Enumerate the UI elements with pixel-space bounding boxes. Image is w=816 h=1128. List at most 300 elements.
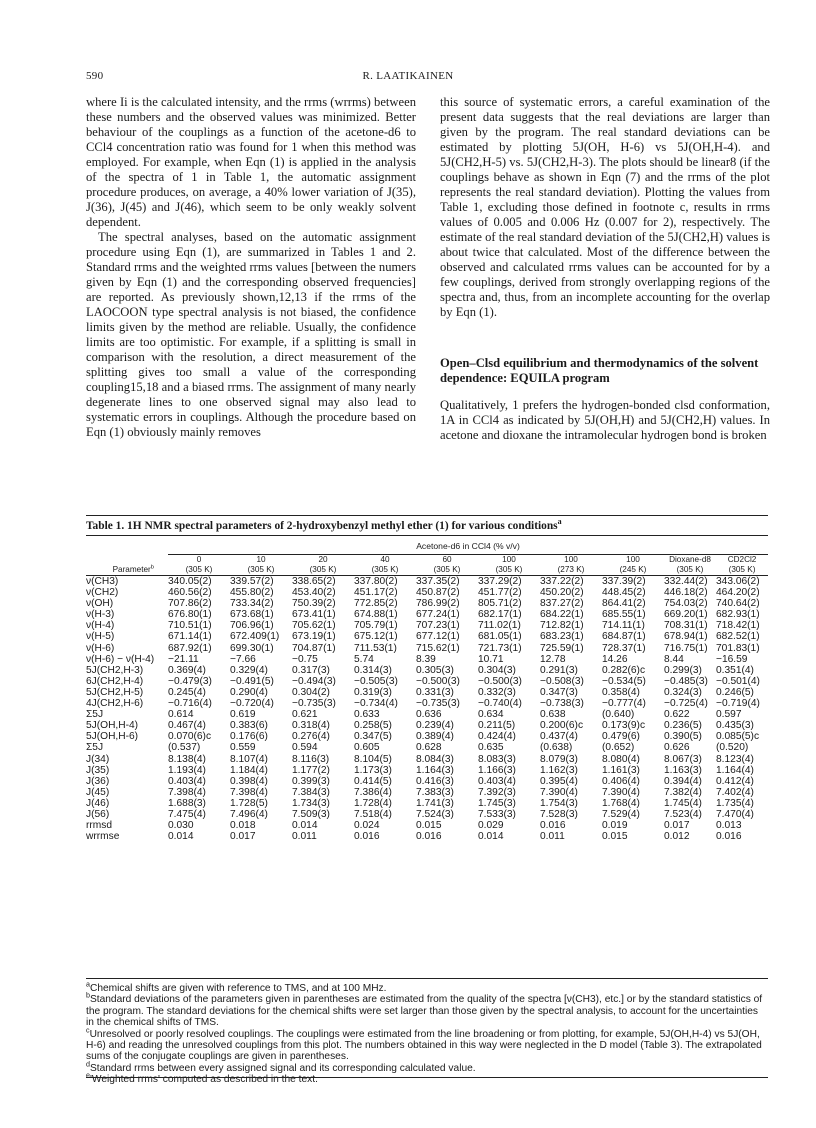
column-subheader: (305 K)	[309, 565, 337, 574]
table-cell: −0.716(4)	[168, 698, 212, 710]
table-cell: 450.20(2)	[540, 587, 584, 599]
table-cell: 0.437(4)	[540, 731, 578, 743]
table-cell: 7.528(3)	[540, 808, 578, 820]
footnote-text: Standard rrms between every assigned signal and its corresponding calculated value.	[89, 1062, 476, 1074]
table-cell: 786.99(2)	[416, 598, 460, 610]
table-cell: 1.741(3)	[416, 797, 454, 809]
footnote-mark: a	[86, 980, 90, 989]
table-cell: 0.347(5)	[354, 731, 392, 743]
footnote-text: 'Weighted rrms' computed as described in the text.	[89, 1074, 318, 1086]
table-row	[86, 698, 768, 709]
table-cell: 0.621	[292, 709, 318, 721]
table-cell: −7.66	[230, 653, 256, 665]
table-cell: 0.318(4)	[292, 720, 330, 732]
row-parameter: 4J(CH2,H-6)	[86, 698, 144, 710]
table-cell: (0.652)	[602, 742, 635, 754]
row-parameter: ν(CH3)	[86, 576, 119, 587]
table-cell: 1.728(5)	[230, 797, 268, 809]
table-cell: 0.594	[292, 742, 318, 754]
table-cell: (0.638)	[540, 742, 573, 754]
table-row	[86, 820, 768, 831]
table-cell: 837.27(2)	[540, 598, 584, 610]
table-cell: 673.68(1)	[230, 609, 274, 621]
column-subheader: (305 K)	[495, 565, 523, 574]
row-parameter: ν(H-4)	[86, 620, 115, 632]
table-cell: 5.74	[354, 653, 374, 665]
table-cell: 0.016	[354, 831, 380, 843]
table-cell: 337.39(2)	[602, 576, 646, 587]
table-cell: 728.37(1)	[602, 642, 646, 654]
table-cell: 8.138(4)	[168, 753, 206, 765]
table-cell: 0.319(3)	[354, 686, 392, 698]
table-cell: 716.75(1)	[664, 642, 708, 654]
table-cell: 0.276(4)	[292, 731, 330, 743]
table-cell: 1.745(4)	[664, 797, 702, 809]
table-cell: 684.87(1)	[602, 631, 646, 643]
table-cell: 706.96(1)	[230, 620, 274, 632]
table-cell: 707.23(1)	[416, 620, 460, 632]
table-cell: 7.470(4)	[716, 808, 754, 820]
table-cell: 0.331(3)	[416, 686, 454, 698]
table-cell: 7.398(4)	[230, 786, 268, 798]
table-cell: 684.22(1)	[540, 609, 584, 621]
table-cell: 453.40(2)	[292, 587, 336, 599]
table-cell: 450.87(2)	[416, 587, 460, 599]
table-footnotes	[86, 980, 768, 1086]
table-row	[86, 787, 768, 798]
nmr-parameter-table	[86, 540, 768, 842]
table-cell: 1.173(3)	[354, 764, 392, 776]
table-cell: 671.14(1)	[168, 631, 212, 643]
table-cell: 705.79(1)	[354, 620, 398, 632]
table-cell: 1.164(3)	[416, 764, 454, 776]
table-cell: 7.402(4)	[716, 786, 754, 798]
column-header: 0	[196, 555, 202, 564]
table-cell: 864.41(2)	[602, 598, 646, 610]
table-row	[86, 576, 768, 588]
table-cell: 7.529(4)	[602, 808, 640, 820]
table-cell: 0.012	[664, 831, 690, 843]
table-cell: 8.123(4)	[716, 753, 754, 765]
table-cell: 0.019	[602, 820, 628, 832]
table-cell: 805.71(2)	[478, 598, 522, 610]
table-cell: 0.332(3)	[478, 686, 516, 698]
table-cell: −0.501(4)	[716, 675, 760, 687]
table-cell: 339.57(2)	[230, 576, 274, 587]
running-head: R. LAATIKAINEN	[362, 70, 454, 82]
table-cell: 0.013	[716, 820, 742, 832]
page-number: 590	[86, 70, 104, 82]
table-cell: 1.177(2)	[292, 764, 330, 776]
table-caption: Table 1. 1H NMR spectral parameters of 2-hydroxybenzyl methyl ether (1) for various conditions$^a$	[86, 517, 562, 532]
row-parameter: 5J(CH2,H-3)	[86, 664, 144, 676]
table-cell: 0.479(6)	[602, 731, 640, 743]
table-cell: 8.079(3)	[540, 753, 578, 765]
table-cell: 682.93(1)	[716, 609, 760, 621]
footnote	[86, 1026, 768, 1063]
table-cell: 721.73(1)	[478, 642, 522, 654]
row-parameter: J(34)	[86, 753, 110, 765]
table-row	[86, 765, 768, 776]
table-row	[86, 809, 768, 820]
table-row	[86, 620, 768, 631]
table-cell: 0.299(3)	[664, 664, 702, 676]
table-cell: −0.777(4)	[602, 698, 646, 710]
table-cell: 1.734(3)	[292, 797, 330, 809]
table-cell: 733.34(2)	[230, 598, 274, 610]
row-parameter: 6J(CH2,H-4)	[86, 675, 144, 687]
table-cell: 0.236(5)	[664, 720, 702, 732]
column-header: 20	[318, 555, 328, 564]
table-cell: 0.016	[540, 820, 566, 832]
table-row	[86, 643, 768, 654]
column-subheader: (305 K)	[433, 565, 461, 574]
table-cell: 0.403(4)	[478, 775, 516, 787]
table-cell: 337.29(2)	[478, 576, 522, 587]
footnote	[86, 1060, 768, 1074]
table-cell: 0.245(4)	[168, 686, 206, 698]
table-cell: −0.500(3)	[478, 675, 522, 687]
table-cell: 710.51(1)	[168, 620, 212, 632]
table-cell: 7.386(4)	[354, 786, 392, 798]
table-cell: 704.87(1)	[292, 642, 336, 654]
table-cell: 681.05(1)	[478, 631, 522, 643]
table-cell: 0.017	[664, 820, 690, 832]
row-parameter: 5J(OH,H-4)	[86, 720, 139, 732]
table-cell: 7.523(4)	[664, 808, 702, 820]
table-cell: −0.738(3)	[540, 698, 584, 710]
table-cell: 0.018	[230, 820, 256, 832]
table-cell: 0.024	[354, 820, 380, 832]
table-cell: 0.633	[354, 709, 380, 721]
table-row	[86, 665, 768, 676]
table-cell: 0.416(3)	[416, 775, 454, 787]
table-cell: 1.728(4)	[354, 797, 392, 809]
table-cell: 1.164(4)	[716, 764, 754, 776]
table-cell: 0.070(6)c	[168, 731, 212, 743]
table-cell: 460.56(2)	[168, 587, 212, 599]
table-cell: 682.52(1)	[716, 631, 760, 643]
table-cell: 0.389(4)	[416, 731, 454, 743]
table-cell: 683.23(1)	[540, 631, 584, 643]
table-cell: 0.638	[540, 709, 566, 721]
column-header: Dioxane-d8	[669, 555, 711, 564]
table-cell: 0.626	[664, 742, 690, 754]
table-cell: 0.304(2)	[292, 686, 330, 698]
table-cell: 8.104(5)	[354, 753, 392, 765]
row-parameter: rrmsd	[86, 820, 113, 832]
table-cell: 685.55(1)	[602, 609, 646, 621]
table-cell: 7.509(3)	[292, 808, 330, 820]
table-cell: 674.88(1)	[354, 609, 398, 621]
table-cell: 0.030	[168, 820, 194, 832]
table-body	[86, 576, 768, 843]
table-cell: 0.200(6)c	[540, 720, 584, 732]
table-cell: 0.435(3)	[716, 720, 754, 732]
table-cell: −0.508(3)	[540, 675, 584, 687]
table-cell: 8.116(3)	[292, 753, 330, 765]
row-parameter: 5J(OH,H-6)	[86, 731, 139, 743]
table-cell: 0.029	[478, 820, 504, 832]
table-cell: 8.107(4)	[230, 753, 268, 765]
table-caption-rule	[86, 535, 768, 536]
table-cell: 0.398(4)	[230, 775, 268, 787]
table-cell: 337.35(2)	[416, 576, 460, 587]
table-cell: 1.754(3)	[540, 797, 578, 809]
table-cell: 677.12(1)	[416, 631, 460, 643]
row-parameter: J(46)	[86, 797, 110, 809]
table-cell: −0.75	[292, 653, 318, 665]
table-cell: 1.163(3)	[664, 764, 702, 776]
table-cell: 677.24(1)	[416, 609, 460, 621]
table-cell: 0.015	[416, 820, 442, 832]
column-subheader: (305 K)	[247, 565, 275, 574]
footnote-text: Standard deviations of the parameters given in parentheses are estimated from the quality of the spectra [ν(CH3), etc.] or by the standard statistics of the program. The standard deviations for the chemical shifts were set larger than those given by the spectral analysis, to account for the uncertainties in the chemical shifts of TMS.	[86, 994, 763, 1029]
table-cell: 705.62(1)	[292, 620, 336, 632]
table-cell: 0.211(5)	[478, 720, 516, 732]
footnote-mark: c	[86, 1026, 90, 1035]
table-cell: 455.80(2)	[230, 587, 274, 599]
table-cell: 672.409(1)	[230, 631, 280, 643]
table-row	[86, 598, 768, 609]
table-cell: 0.014	[292, 820, 318, 832]
table-cell: 0.619	[230, 709, 256, 721]
table-row	[86, 798, 768, 809]
table-cell: −0.740(4)	[478, 698, 522, 710]
left-text-column	[86, 95, 416, 440]
table-cell: 0.559	[230, 742, 256, 754]
table-cell: 7.392(3)	[478, 786, 516, 798]
table-cell: 0.403(4)	[168, 775, 206, 787]
table-cell: 0.305(3)	[416, 664, 454, 676]
column-subheader: (305 K)	[371, 565, 399, 574]
table-cell: 1.768(4)	[602, 797, 640, 809]
footnote-mark: b	[86, 992, 90, 1001]
table-cell: 676.80(1)	[168, 609, 212, 621]
table-cell: −0.734(4)	[354, 698, 398, 710]
table-cell: 0.622	[664, 709, 690, 721]
table-cell: 0.014	[168, 831, 194, 843]
table-cell: 0.314(3)	[354, 664, 392, 676]
column-subheader: (305 K)	[676, 565, 704, 574]
table-cell: 7.384(3)	[292, 786, 330, 798]
table-cell: 0.329(4)	[230, 664, 268, 676]
table-cell: 707.86(2)	[168, 598, 212, 610]
table-cell: 7.390(4)	[602, 786, 640, 798]
table-cell: 0.317(3)	[292, 664, 330, 676]
table-cell: −0.735(3)	[416, 698, 460, 710]
table-cell: 0.412(4)	[716, 775, 754, 787]
table-row	[86, 587, 768, 598]
table-cell: 0.291(3)	[540, 664, 578, 676]
column-header: CD2Cl2	[727, 555, 757, 564]
table-cell: 0.011	[540, 831, 565, 843]
table-cell: 0.290(4)	[230, 686, 268, 698]
footnote	[86, 1071, 768, 1086]
table-cell: (0.640)	[602, 709, 635, 721]
row-parameter: ν(H-5)	[86, 631, 115, 643]
footnote-mark: e	[86, 1071, 90, 1080]
table-cell: 7.475(4)	[168, 808, 206, 820]
table-cell: 0.399(3)	[292, 775, 330, 787]
table-cell: −0.719(4)	[716, 698, 760, 710]
table-cell: 8.44	[664, 653, 684, 665]
table-cell: 673.19(1)	[292, 631, 336, 643]
table-cell: −0.500(3)	[416, 675, 460, 687]
table-cell: 0.414(5)	[354, 775, 392, 787]
table-cell: 0.383(6)	[230, 720, 268, 732]
table-row	[86, 687, 768, 698]
table-cell: 0.173(9)c	[602, 720, 646, 732]
table-cell: 7.382(4)	[664, 786, 702, 798]
table-cell: 0.258(5)	[354, 720, 392, 732]
table-cell: 451.77(2)	[478, 587, 522, 599]
table-cell: 8.067(3)	[664, 753, 702, 765]
table-cell: 0.351(4)	[716, 664, 754, 676]
table-cell: −0.534(5)	[602, 675, 646, 687]
footnote-text: Chemical shifts are given with reference to TMS, and at 100 MHz.	[89, 983, 387, 994]
table-cell: 740.64(2)	[716, 598, 760, 610]
table-row	[86, 776, 768, 787]
table-row	[86, 654, 768, 665]
section-heading: Open–Clsd equilibrium and thermodynamics of the solvent dependence: EQUILA program	[440, 356, 759, 385]
table-cell: 340.05(2)	[168, 576, 212, 587]
table-cell: 10.71	[478, 653, 504, 665]
column-subheader: (305 K)	[728, 565, 756, 574]
table-row	[86, 676, 768, 687]
table-cell: 1.745(3)	[478, 797, 516, 809]
table-cell: 0.014	[478, 831, 504, 843]
right-text-column	[440, 95, 770, 443]
table-cell: 0.390(5)	[664, 731, 702, 743]
table-cell: 0.628	[416, 742, 442, 754]
table-cell: 0.304(3)	[478, 664, 516, 676]
table-cell: 337.80(2)	[354, 576, 398, 587]
table-cell: 708.31(1)	[664, 620, 708, 632]
footnote-text: Unresolved or poorly resolved couplings. The couplings were estimated from the line broadening or from plotting, for example, 5J(OH,H-4) vs 5J(OH, H-6) and reading the unresolved couplings from this plot. The numbers obtained in this way were neglected in the D model (Table 3). The extrapolated sums of the conjugate couplings are given in parentheses.	[86, 1028, 762, 1063]
table-cell: 714.11(1)	[602, 620, 645, 632]
table-cell: 7.390(4)	[540, 786, 578, 798]
table-cell: 0.597	[716, 709, 742, 721]
row-parameter: J(36)	[86, 775, 110, 787]
table-row	[86, 609, 768, 620]
table-cell: 464.20(2)	[716, 587, 760, 599]
table-cell: 446.18(2)	[664, 587, 708, 599]
row-parameter: ν(H-6)	[86, 642, 115, 654]
table-cell: 0.358(4)	[602, 686, 640, 698]
table-row	[86, 709, 768, 720]
table-cell: 0.394(4)	[664, 775, 702, 787]
footnote	[86, 994, 768, 1028]
column-subheader: (273 K)	[557, 565, 585, 574]
table-cell: −0.479(3)	[168, 675, 212, 687]
table-cell: 0.015	[602, 831, 628, 843]
table-cell: 673.41(1)	[292, 609, 336, 621]
row-parameter: ν(CH2)	[86, 587, 119, 599]
table-cell: 718.42(1)	[716, 620, 760, 632]
table-cell: 343.06(2)	[716, 576, 760, 587]
table-cell: 1.184(4)	[230, 764, 268, 776]
table-cell: 0.634	[478, 709, 504, 721]
table-cell: 750.39(2)	[292, 598, 336, 610]
table-cell: 699.30(1)	[230, 642, 274, 654]
footnote	[86, 980, 768, 994]
table-cell: 711.53(1)	[354, 642, 397, 654]
table-cell: 682.17(1)	[478, 609, 522, 621]
right-paragraph-2: Qualitatively, 1 prefers the hydrogen-bonded clsd conformation, 1A in CCl4 as indicated by 5J(OH,H) and 5J(CH2,H) values. In acetone and dioxane the intramolecular hydrogen bond is broken	[440, 398, 770, 442]
table-cell: 0.636	[416, 709, 442, 721]
row-parameter: ν(OH)	[86, 598, 114, 610]
left-paragraph-1: where Ii is the calculated intensity, and the rrms (wrrms) between these numbers and the observed values was minimized. Better behaviour of the couplings as a function of the acetone-d6 to CCl4 concentration ratio was found for 1 when this method was employed. For example, when Eqn (1) is applied in the analysis of the spectra of 1 in Table 1, the automatic assignment procedure produces, on average, a 40% lower variation of J(35), J(36), J(45) and J(46), which seem to be only weakly solvent dependent.	[86, 95, 416, 229]
table-cell: 7.398(4)	[168, 786, 206, 798]
table-cell: 332.44(2)	[664, 576, 708, 587]
table-cell: 754.03(2)	[664, 598, 708, 610]
table-cell: 675.12(1)	[354, 631, 398, 643]
table-cell: 1.735(4)	[716, 797, 754, 809]
table-cell: 0.246(5)	[716, 686, 754, 698]
table-cell: 0.324(3)	[664, 686, 702, 698]
column-header: 100	[626, 555, 640, 564]
left-paragraph-2: The spectral analyses, based on the automatic assignment procedure using Eqn (1), are summarized in Tables 1 and 2. Standard rrms and the weighted rrms values [between the numers given by Eqn (1) and the corresponding observed frequencies] are reported. As previously shown,12,13 if the rrms of the LAOCOON type spectral analysis is not biased, the confidence limits given by the method are reliable. Usually, the confidence limits are too optimistic. For example, if a splitting is small in comparison with the resolution, a direct measurement of the splitting gives too small a value of the corresponding coupling15,18 and a biased rrms. The assignment of many nearly degenerate lines to one observed signal may also lead to systematic errors in couplings. Although the procedure based on Eqn (1) obviously mainly removes	[86, 230, 416, 439]
footnote-mark: d	[86, 1060, 90, 1069]
table-cell: 0.176(6)	[230, 731, 268, 743]
table-cell: 0.406(4)	[602, 775, 640, 787]
table-row	[86, 831, 768, 842]
table-cell: 0.017	[230, 831, 256, 843]
table-bottom-rule	[86, 978, 768, 979]
table-cell: 0.614	[168, 709, 194, 721]
table-cell: −0.485(3)	[664, 675, 708, 687]
table-cell: 337.22(2)	[540, 576, 584, 587]
table-cell: 8.080(4)	[602, 753, 640, 765]
table-row	[86, 720, 768, 731]
table-cell: 1.162(3)	[540, 764, 578, 776]
row-parameter: wrrmse	[86, 831, 120, 843]
table-cell: 7.383(3)	[416, 786, 454, 798]
footnote-bottom-rule	[86, 1077, 768, 1078]
table-cell: −0.720(4)	[230, 698, 274, 710]
right-paragraph-1: this source of systematic errors, a careful examination of the present data suggests that the real deviations are larger than given by the program. The real standard deviations can be estimated by plotting 5J(OH, H-6) vs 5J(OH,H-4). and 5J(CH2,H-5) vs. 5J(CH2,H-3). The plots should be linear8 (if the couplings behave as shown in Eqn (7) and the rrms of the plot represents the real standard deviation). Plotting the values from Table 1, excluding those defined in footnote c, results in rrms values of 0.005 and 0.006 Hz (0.007 for 2), respectively. The estimate of the real standard deviation of the 5J(CH2,H) values is about twice that calculated. Most of the difference between the observed and calculated rrms values can be accounted for by a few couplings, derived from strongly overlapping regions of the spectra and, thus, from an incomplete accounting for the overlap by Eqn (1).	[440, 95, 770, 319]
table-cell: 1.161(3)	[602, 764, 640, 776]
table-cell: 8.39	[416, 653, 436, 665]
table-cell: −0.505(3)	[354, 675, 398, 687]
table-cell: −21.11	[168, 653, 199, 665]
table-cell: 7.518(4)	[354, 808, 392, 820]
table-spanning-header: Acetone-d6 in CCl4 (% v/v)	[416, 541, 520, 552]
table-cell: 712.82(1)	[540, 620, 584, 632]
table-cell: 338.65(2)	[292, 576, 336, 587]
table-cell: 715.62(1)	[416, 642, 460, 654]
column-subheader: (305 K)	[185, 565, 213, 574]
table-cell: −0.494(3)	[292, 675, 336, 687]
table-cell: 0.282(6)c	[602, 664, 646, 676]
table-cell: 711.02(1)	[478, 620, 521, 632]
table-cell: 0.424(4)	[478, 731, 516, 743]
table-cell: 0.395(4)	[540, 775, 578, 787]
table-cell: 8.083(3)	[478, 753, 516, 765]
table-cell: 7.533(3)	[478, 808, 516, 820]
table-row	[86, 742, 768, 753]
row-parameter: J(56)	[86, 808, 110, 820]
row-parameter: Σ5J	[86, 742, 104, 754]
row-parameter: J(35)	[86, 764, 110, 776]
table-cell: 669.20(1)	[664, 609, 708, 621]
column-header: 40	[380, 555, 390, 564]
table-cell: 678.94(1)	[664, 631, 708, 643]
table-cell: 772.85(2)	[354, 598, 398, 610]
table-cell: 0.347(3)	[540, 686, 578, 698]
table-cell: 0.369(4)	[168, 664, 206, 676]
